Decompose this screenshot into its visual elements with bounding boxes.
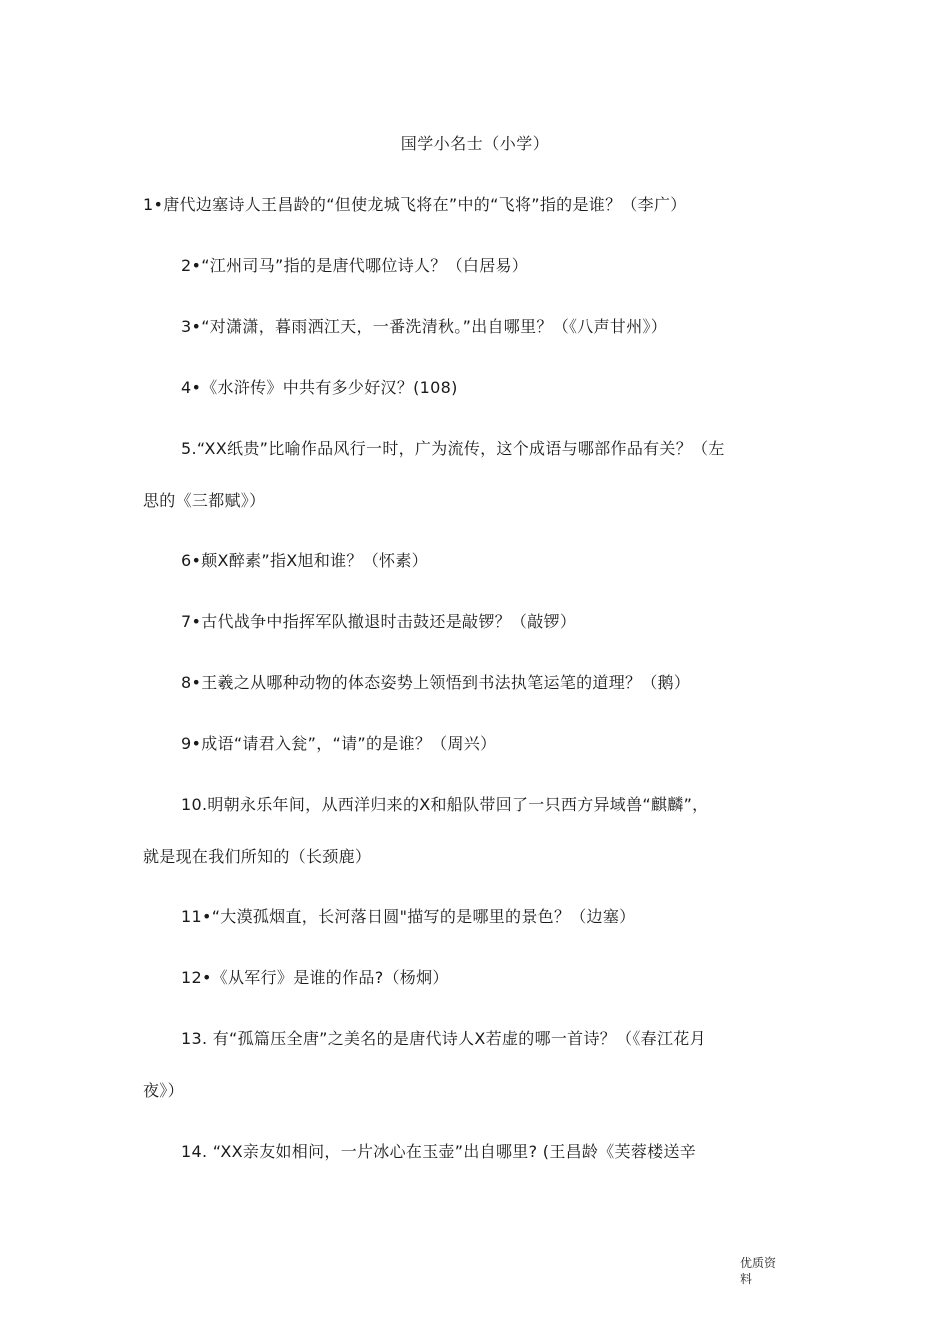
question-line-2: 2•“江州司马”指的是唐代哪位诗人？（白居易） [181,256,529,275]
document-title: 国学小名士（小学） [400,134,550,153]
question-line-13-cont: 夜》） [143,1081,184,1100]
question-line-10: 10.明朝永乐年间，从西洋归来的X和船队带回了一只西方异域兽“麒麟”， [181,795,709,814]
question-line-8: 8•王羲之从哪种动物的体态姿势上领悟到书法执笔运笔的道理？（鹅） [181,673,691,692]
question-line-5-cont: 思的《三都赋》） [143,491,266,510]
question-line-3: 3•“对潇潇，暮雨洒江天，一番洗清秋。”出自哪里？（《八声甘州》） [181,317,668,336]
question-line-12: 12•《从军行》是谁的作品?（杨炯） [181,968,449,987]
question-line-5: 5.“XX纸贵”比喻作品风行一时，广为流传，这个成语与哪部作品有关？（左 [181,439,725,458]
question-line-10-cont: 就是现在我们所知的（长颈鹿） [143,847,372,866]
footer-watermark: 优质资料 [740,1256,777,1286]
question-line-11: 11•“大漠孤烟直，长河落日圆"描写的是哪里的景色？（边塞） [181,907,636,926]
question-line-1: 1•唐代边塞诗人王昌龄的“但使龙城飞将在”中的“飞将”指的是谁？（李广） [143,195,687,214]
question-line-4: 4•《水浒传》中共有多少好汉？(108) [181,378,458,397]
question-line-6: 6•颠X醉素”指X旭和谁？（怀素） [181,551,428,570]
question-line-7: 7•古代战争中指挥军队撤退时击鼓还是敲锣？（敲锣） [181,612,577,631]
question-line-9: 9•成语“请君入瓮”，“请”的是谁？（周兴） [181,734,497,753]
question-line-14: 14. “XX亲友如相问，一片冰心在玉壶”出自哪里? (王昌龄《芙蓉楼送辛 [181,1142,697,1161]
question-line-13: 13. 有“孤篇压全唐”之美名的是唐代诗人X若虚的哪一首诗？（《春江花月 [181,1029,706,1048]
